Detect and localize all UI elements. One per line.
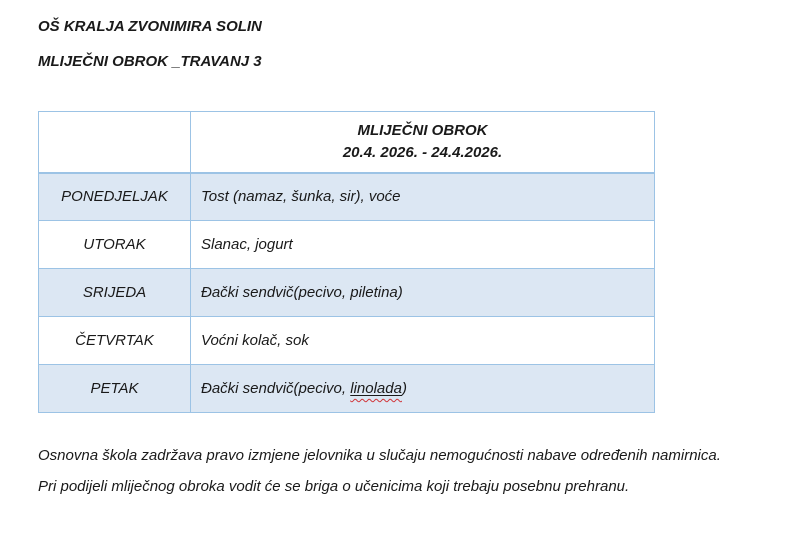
table-date-range: 20.4. 2026. - 24.4.2026.: [342, 143, 503, 161]
meal-cell: [191, 365, 655, 413]
table-header-row: [39, 112, 655, 173]
doc-title: MLIJEČNI OBROK _TRAVANJ 3: [38, 53, 262, 70]
meal-text-suffix: ): [401, 380, 407, 397]
table-row-friday: [39, 365, 655, 413]
meal-cell: Tost (namaz, šunka, sir), voće: [191, 173, 655, 221]
table-title: MLIJEČNI OBROK: [357, 121, 488, 139]
meal-text-prefix: Đački sendvič(pecivo,: [201, 380, 351, 397]
table-header-empty-cell: [39, 112, 191, 173]
day-cell: PONEDJELJAK: [39, 173, 191, 221]
footer-note-2: Pri podijeli mliječnog obroka vodit će se briga o učenicima koji trebaju posebnu prehranu.: [38, 478, 630, 495]
meal-cell: Đački sendvič(pecivo, piletina): [191, 269, 655, 317]
table-row-tuesday: [39, 221, 655, 269]
underlined-word: [350, 380, 402, 397]
school-name: OŠ KRALJA ZVONIMIRA SOLIN: [38, 18, 262, 35]
table-row-monday: [39, 173, 655, 221]
day-cell: PETAK: [39, 365, 191, 413]
day-cell: SRIJEDA: [39, 269, 191, 317]
table-header-cell: [191, 112, 655, 173]
menu-table: [38, 111, 655, 413]
table-row-wednesday: [39, 269, 655, 317]
doc-footer: [38, 446, 721, 508]
meal-cell: Slanac, jogurt: [191, 221, 655, 269]
spellcheck-squiggle-word: linolada: [350, 380, 402, 397]
meal-cell: Voćni kolač, sok: [191, 317, 655, 365]
day-cell: ČETVRTAK: [39, 317, 191, 365]
day-cell: UTORAK: [39, 221, 191, 269]
doc-header: [38, 17, 262, 87]
footer-note-1: Osnovna škola zadržava pravo izmjene jelovnika u slučaju nemogućnosti nabave određenih namirnica.: [38, 447, 721, 464]
table-row-thursday: [39, 317, 655, 365]
